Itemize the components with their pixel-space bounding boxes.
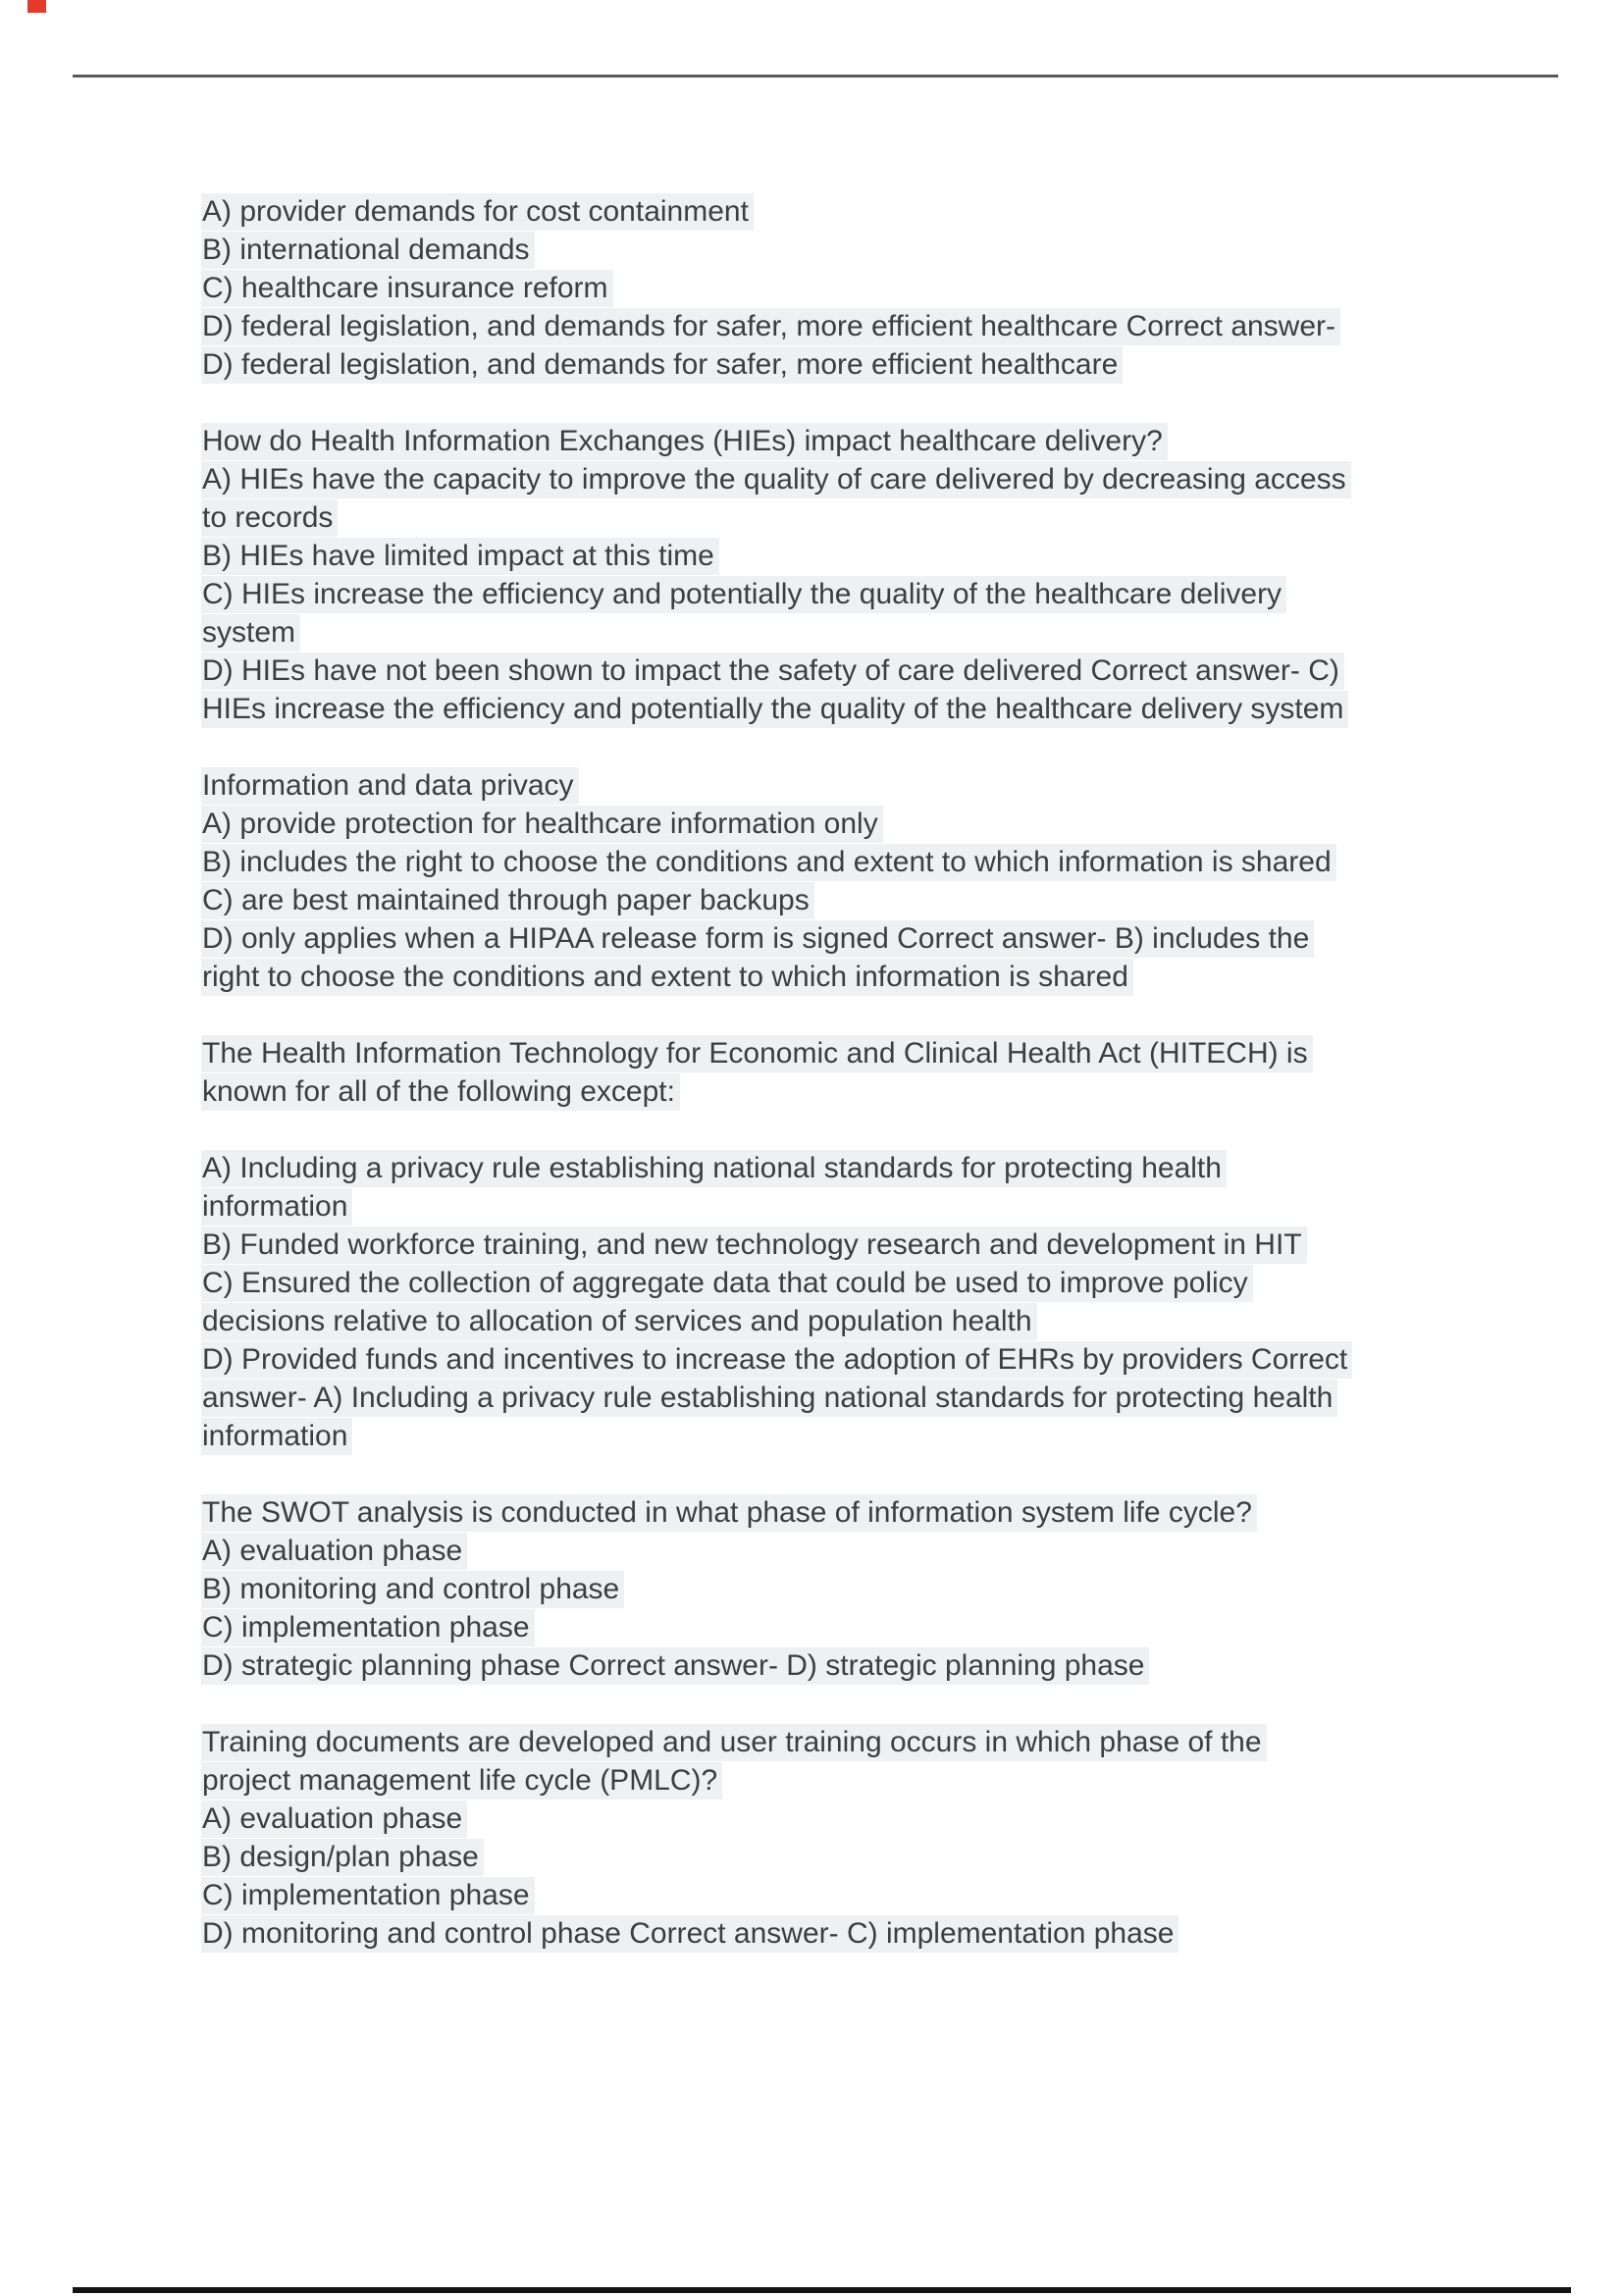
highlighted-text: How do Health Information Exchanges (HIEs) impact healthcare delivery?	[201, 423, 1168, 460]
question-block	[201, 1149, 1487, 1455]
text-line	[201, 1226, 1487, 1264]
highlighted-text: B) monitoring and control phase	[201, 1571, 624, 1608]
question-block	[201, 422, 1487, 728]
text-line	[201, 1800, 1487, 1838]
highlighted-text: information	[201, 1418, 352, 1455]
highlighted-text: known for all of the following except:	[201, 1073, 680, 1111]
highlighted-text: A) evaluation phase	[201, 1533, 467, 1570]
highlighted-text: Training documents are developed and user training occurs in which phase of the	[201, 1724, 1267, 1761]
highlighted-text: D) federal legislation, and demands for safer, more efficient healthcare	[201, 346, 1123, 384]
highlighted-text: D) Provided funds and incentives to increase the adoption of EHRs by providers Correct	[201, 1341, 1352, 1379]
text-line	[201, 1379, 1487, 1417]
text-line	[201, 690, 1487, 728]
highlighted-text: D) HIEs have not been shown to impact the safety of care delivered Correct answer- C)	[201, 652, 1344, 690]
highlighted-text: C) implementation phase	[201, 1609, 535, 1646]
text-line	[201, 1034, 1487, 1072]
highlighted-text: C) healthcare insurance reform	[201, 270, 613, 307]
text-line	[201, 1072, 1487, 1111]
highlighted-text: information	[201, 1188, 352, 1226]
text-line	[201, 766, 1487, 805]
highlighted-text: C) implementation phase	[201, 1877, 535, 1914]
text-line	[201, 1417, 1487, 1455]
highlighted-text: D) monitoring and control phase Correct answer- C) implementation phase	[201, 1915, 1178, 1953]
text-line	[201, 1914, 1487, 1953]
highlighted-text: A) provide protection for healthcare information only	[201, 806, 883, 843]
highlighted-text: right to choose the conditions and extent to which information is shared	[201, 959, 1133, 996]
highlighted-text: C) HIEs increase the efficiency and potentially the quality of the healthcare delivery	[201, 576, 1286, 613]
text-line	[201, 460, 1487, 498]
text-line	[201, 652, 1487, 690]
document-body	[201, 192, 1487, 1991]
highlighted-text: B) design/plan phase	[201, 1839, 484, 1876]
highlighted-text: answer- A) Including a privacy rule establishing national standards for protecting health	[201, 1380, 1337, 1417]
text-line	[201, 1608, 1487, 1646]
highlighted-text: C) are best maintained through paper backups	[201, 882, 814, 919]
highlighted-text: Information and data privacy	[201, 767, 579, 805]
text-line	[201, 192, 1487, 231]
header-rule	[73, 75, 1558, 78]
text-line	[201, 1723, 1487, 1761]
text-line	[201, 422, 1487, 460]
highlighted-text: D) federal legislation, and demands for safer, more efficient healthcare Correct answer-	[201, 308, 1340, 345]
highlighted-text: HIEs increase the efficiency and potentially the quality of the healthcare delivery system	[201, 691, 1348, 728]
highlighted-text: B) HIEs have limited impact at this time	[201, 538, 719, 575]
question-block	[201, 1723, 1487, 1953]
question-block	[201, 1493, 1487, 1685]
text-line	[201, 843, 1487, 881]
text-line	[201, 805, 1487, 843]
text-line	[201, 498, 1487, 537]
text-line	[201, 307, 1487, 345]
text-line	[201, 1876, 1487, 1914]
text-line	[201, 1532, 1487, 1570]
text-line	[201, 345, 1487, 384]
highlighted-text: A) evaluation phase	[201, 1800, 467, 1838]
footer-rule	[73, 2287, 1571, 2293]
highlighted-text: A) provider demands for cost containment	[201, 193, 754, 231]
highlighted-text: project management life cycle (PMLC)?	[201, 1762, 722, 1800]
text-line	[201, 1187, 1487, 1226]
text-line	[201, 1838, 1487, 1876]
highlighted-text: The SWOT analysis is conducted in what phase of information system life cycle?	[201, 1494, 1257, 1532]
highlighted-text: system	[201, 614, 300, 652]
text-line	[201, 575, 1487, 613]
highlighted-text: B) Funded workforce training, and new technology research and development in HIT	[201, 1226, 1307, 1264]
text-line	[201, 1264, 1487, 1302]
question-block	[201, 1034, 1487, 1111]
text-line	[201, 958, 1487, 996]
question-block	[201, 766, 1487, 996]
text-line	[201, 1340, 1487, 1379]
text-line	[201, 919, 1487, 958]
highlighted-text: A) HIEs have the capacity to improve the quality of care delivered by decreasing access	[201, 461, 1351, 498]
text-line	[201, 269, 1487, 307]
text-line	[201, 1570, 1487, 1608]
highlighted-text: A) Including a privacy rule establishing national standards for protecting health	[201, 1150, 1227, 1187]
highlighted-text: C) Ensured the collection of aggregate data that could be used to improve policy	[201, 1265, 1253, 1302]
highlighted-text: B) includes the right to choose the conditions and extent to which information is shared	[201, 844, 1336, 881]
highlighted-text: D) strategic planning phase Correct answer- D) strategic planning phase	[201, 1647, 1149, 1685]
text-line	[201, 1302, 1487, 1340]
highlighted-text: B) international demands	[201, 232, 535, 269]
text-line	[201, 613, 1487, 652]
highlighted-text: The Health Information Technology for Economic and Clinical Health Act (HITECH) is	[201, 1035, 1313, 1072]
text-line	[201, 881, 1487, 919]
highlighted-text: D) only applies when a HIPAA release form is signed Correct answer- B) includes the	[201, 920, 1314, 958]
text-line	[201, 1646, 1487, 1685]
text-line	[201, 1149, 1487, 1187]
text-line	[201, 1493, 1487, 1532]
text-line	[201, 537, 1487, 575]
text-line	[201, 231, 1487, 269]
highlighted-text: to records	[201, 499, 338, 537]
red-corner-mark	[27, 0, 46, 13]
text-line	[201, 1761, 1487, 1800]
question-block	[201, 192, 1487, 384]
highlighted-text: decisions relative to allocation of services and population health	[201, 1303, 1037, 1340]
